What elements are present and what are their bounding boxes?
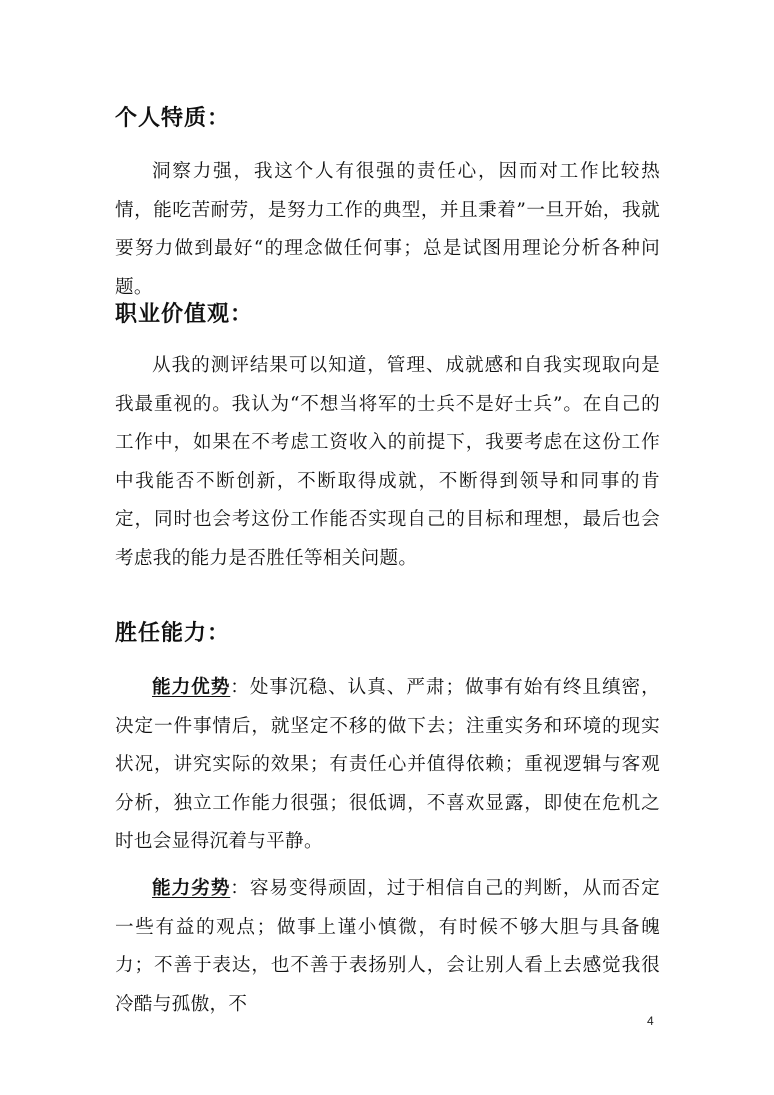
page-number: 4 [647,1014,654,1028]
strengths-text: ：处事沉稳、认真、严肃；做事有始有终且缜密，决定一件事情后，就坚定不移的做下去；注重实务和环境的现实状况，讲究实际的效果；有责任心并值得依赖；重视逻辑与客观分析，独立工作能力很强；很低调，不喜欢显露，即使在危机之时也会显得沉着与平静。 [115,677,660,853]
weaknesses-text: ：容易变得顽固，过于相信自己的判断，从而否定一些有益的观点；做事上谨小慎微，有时候不够大胆与具备魄力；不善于表达，也不善于表扬别人，会让别人看上去感觉我很冷酷与孤傲，不 [115,878,660,1015]
heading-career-values: 职业价值观： [115,302,254,327]
paragraph-personal-traits: 洞察力强，我这个人有很强的责任心，因而对工作比较热情，能吃苦耐劳，是努力工作的典型，并且秉着”一旦开始，我就要努力做到最好“的理念做任何事；总是试图用理论分析各种问题。 [115,161,660,298]
paragraph-strengths [115,669,660,862]
strengths-label: 能力优势 [152,677,231,698]
heading-competence: 胜任能力： [115,621,231,646]
heading-personal-traits: 个人特质： [115,106,231,131]
paragraph-career-values: 从我的测评结果可以知道，管理、成就感和自我实现取向是我最重视的。我认为“不想当将军的士兵不是好士兵”。在自己的工作中，如果在不考虑工资收入的前提下，我要考虑在这份工作中我能否不断创新，不断取得成就，不断得到领导和同事的肯定，同时也会考这份工作能否实现自己的目标和理想，最后也会考虑我的能力是否胜任等相关问题。 [115,355,660,569]
paragraph-weaknesses [115,870,660,1024]
weaknesses-label: 能力劣势 [152,878,231,899]
